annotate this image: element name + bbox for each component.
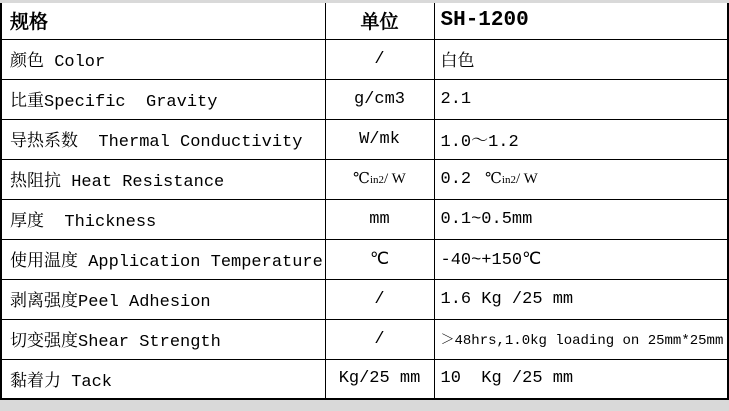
value-cell: -40~+150℃ — [434, 239, 728, 279]
value-inch-squared: in2 — [501, 174, 516, 186]
unit-cell: / — [325, 319, 434, 359]
header-row — [1, 3, 728, 39]
value-cell: 1.0～1.2 — [434, 119, 728, 159]
table-row-tack — [1, 359, 728, 399]
value-cell: 白色 — [434, 39, 728, 79]
value-degree-symbol: ℃ — [485, 171, 502, 187]
table-row-specific-gravity — [1, 79, 728, 119]
table-row-application-temperature — [1, 239, 728, 279]
value-cell: 0.1~0.5mm — [434, 199, 728, 239]
table-row-heat-resistance — [1, 159, 728, 199]
unit-cell: Kg/25 mm — [325, 359, 434, 399]
spec-cell: 热阻抗 Heat Resistance — [1, 159, 325, 199]
unit-cell: / — [325, 279, 434, 319]
spec-cell: 切变强度Shear Strength — [1, 319, 325, 359]
header-model: SH-1200 — [434, 3, 728, 39]
value-number: 0.2 — [440, 170, 472, 189]
spec-cell: 比重Specific Gravity — [1, 79, 325, 119]
table-row-color — [1, 39, 728, 79]
header-unit: 单位 — [325, 3, 434, 39]
unit-per-watt: / W — [384, 171, 406, 187]
unit-inch-squared: in2 — [369, 174, 385, 186]
unit-cell: mm — [325, 199, 434, 239]
table-row-peel-adhesion — [1, 279, 728, 319]
table-row-shear-strength — [1, 319, 728, 359]
spec-cell: 剥离强度Peel Adhesion — [1, 279, 325, 319]
value-per-watt: / W — [515, 171, 538, 187]
spec-table-container — [0, 3, 729, 400]
spec-table — [0, 3, 729, 400]
spec-cell: 颜色 Color — [1, 39, 325, 79]
value-cell: 10 Kg /25 mm — [434, 359, 728, 399]
unit-cell: W/mk — [325, 119, 434, 159]
spec-cell: 导热系数 Thermal Conductivity — [1, 119, 325, 159]
header-spec: 规格 — [1, 3, 325, 39]
spec-cell: 使用温度 Application Temperature — [1, 239, 325, 279]
unit-degree-symbol: ℃ — [353, 171, 370, 187]
unit-cell — [325, 159, 434, 199]
value-cell: 2.1 — [434, 79, 728, 119]
unit-cell: / — [325, 39, 434, 79]
value-cell — [434, 159, 728, 199]
unit-cell: g/cm3 — [325, 79, 434, 119]
spec-cell: 厚度 Thickness — [1, 199, 325, 239]
table-row-thickness — [1, 199, 728, 239]
value-cell: ＞48hrs,1.0kg loading on 25mm*25mm — [434, 319, 728, 359]
spec-cell: 黏着力 Tack — [1, 359, 325, 399]
unit-cell: ℃ — [325, 239, 434, 279]
table-row-thermal-conductivity — [1, 119, 728, 159]
value-cell: 1.6 Kg /25 mm — [434, 279, 728, 319]
